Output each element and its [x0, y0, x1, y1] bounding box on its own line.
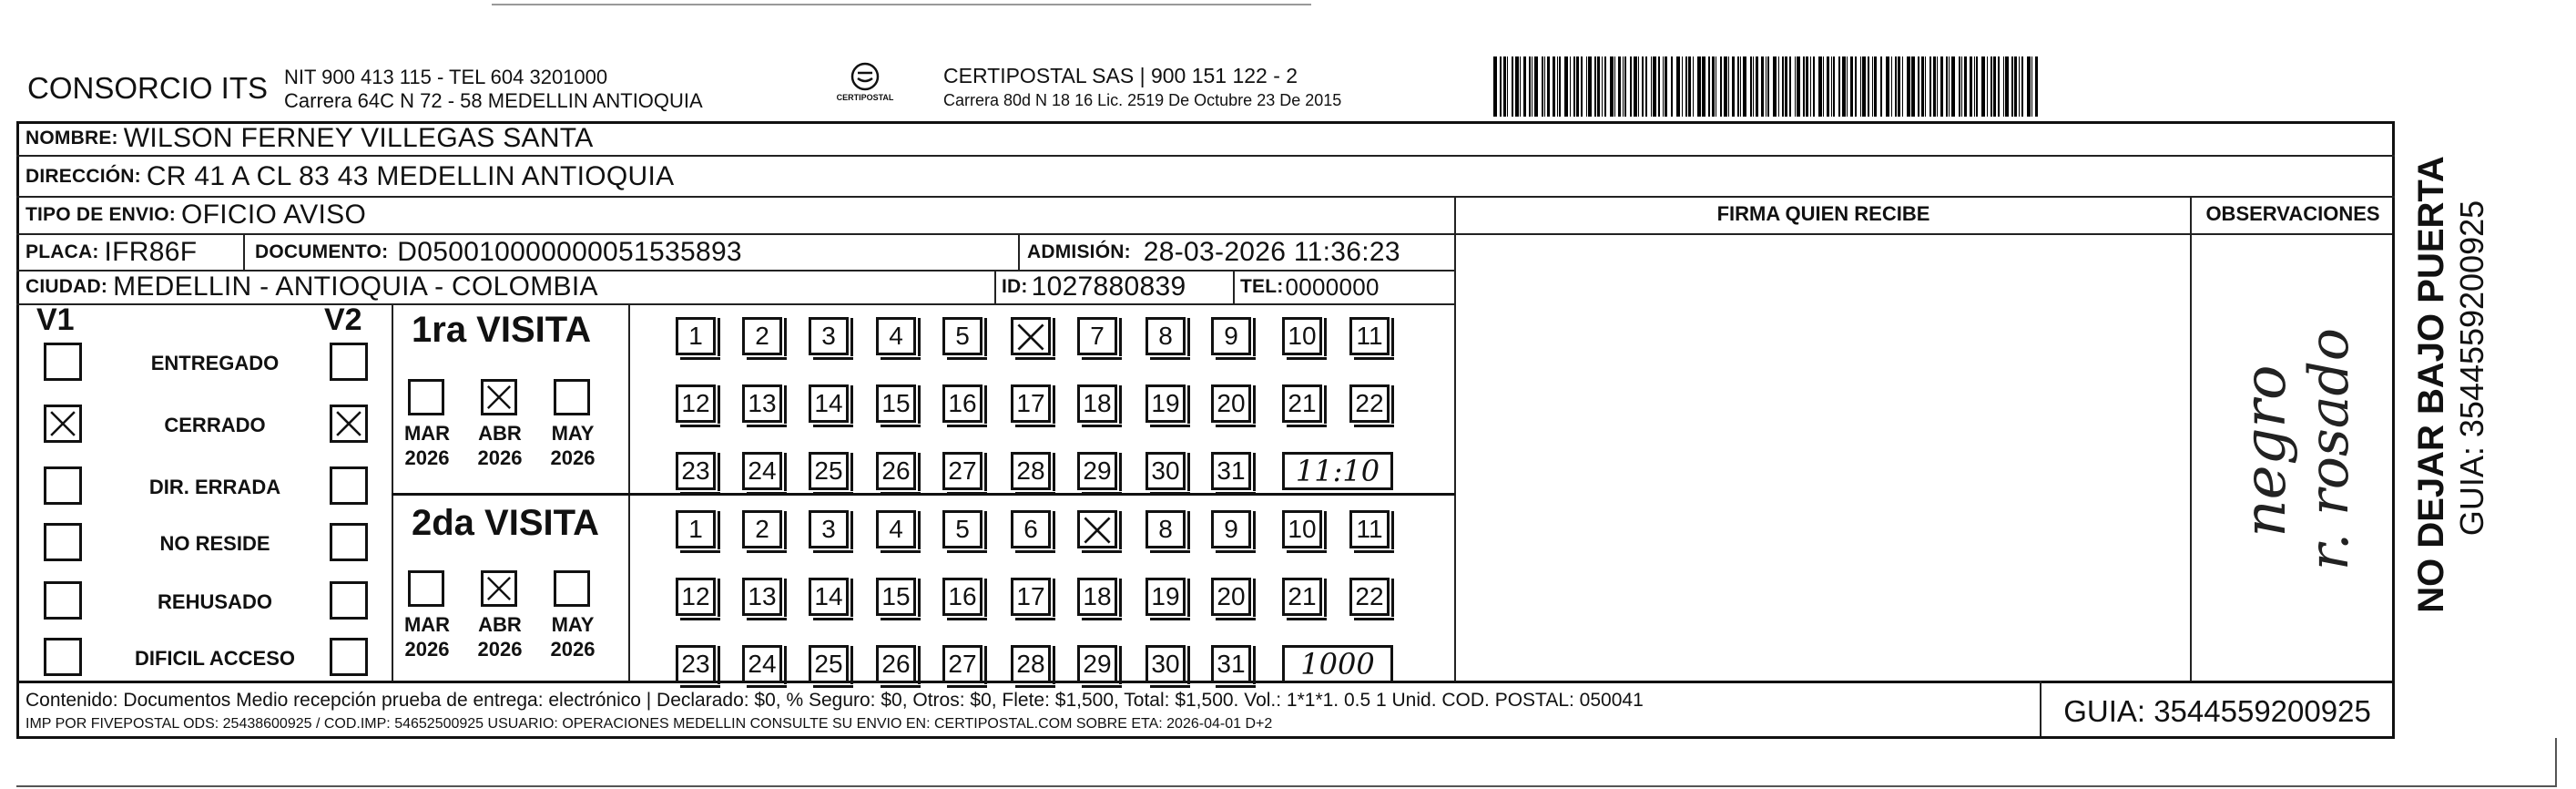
observaciones-handwriting — [2193, 235, 2391, 680]
day-box-19[interactable]: 19 — [1145, 578, 1186, 616]
day-box-10[interactable]: 10 — [1282, 510, 1322, 548]
barcode-bar — [1493, 56, 1497, 117]
tel-row — [1240, 271, 1380, 303]
handwritten-note-2: r. rosado — [2297, 327, 2361, 571]
barcode-bar — [1761, 56, 1764, 117]
day-box-17[interactable]: 17 — [1011, 384, 1051, 423]
barcode-bar — [1898, 56, 1900, 117]
visit1-title: 1ra VISITA — [412, 310, 592, 350]
day-box-31[interactable]: 31 — [1211, 452, 1251, 490]
barcode-bar — [1782, 56, 1784, 117]
nombre-row — [25, 122, 594, 155]
barcode-bar — [1630, 56, 1632, 117]
v1-checkbox-dir-errada[interactable] — [44, 466, 82, 505]
no-dejar-bajo-puerta: NO DEJAR BAJO PUERTA — [2411, 156, 2451, 613]
day-box-3[interactable]: 3 — [809, 510, 849, 548]
day-box-6[interactable] — [1011, 317, 1051, 355]
day-box-11[interactable]: 11 — [1349, 510, 1390, 548]
barcode-bar — [1581, 56, 1583, 117]
barcode-bar — [1803, 56, 1805, 117]
day-box-5[interactable]: 5 — [942, 317, 983, 355]
barcode-bar — [1872, 56, 1873, 117]
barcode-bar — [1998, 56, 2000, 117]
barcode-bar — [1886, 56, 1889, 117]
day-box-27[interactable]: 27 — [942, 452, 983, 490]
day-box-13[interactable]: 13 — [742, 578, 782, 616]
day-box-10[interactable]: 10 — [1282, 317, 1322, 355]
barcode-bar — [1651, 56, 1652, 117]
barcode-bar — [1778, 56, 1779, 117]
placa-value: IFR86F — [104, 237, 198, 267]
barcode-bar — [1767, 56, 1769, 117]
day-box-9[interactable]: 9 — [1211, 510, 1251, 548]
day-box-16[interactable]: 16 — [942, 384, 983, 423]
day-box-4[interactable]: 4 — [876, 317, 916, 355]
day-box-24[interactable]: 24 — [742, 645, 782, 683]
v1-checkbox-dificil-acceso[interactable] — [44, 638, 82, 676]
nombre-label: NOMBRE: — [25, 128, 118, 149]
barcode-bar — [1860, 56, 1861, 117]
barcode-bar — [1795, 56, 1796, 117]
barcode-bar — [1818, 56, 1822, 117]
barcode-bar — [1544, 56, 1545, 117]
day-box-16[interactable]: 16 — [942, 578, 983, 616]
barcode-bar — [1740, 56, 1741, 117]
reason-label: ENTREGADO — [150, 352, 280, 374]
barcode-bar — [1564, 56, 1568, 117]
barcode-bar — [1833, 56, 1835, 117]
barcode-bar — [2014, 56, 2017, 117]
day-box-25[interactable]: 25 — [809, 645, 849, 683]
id-label: ID: — [1002, 276, 1028, 297]
tel-label: TEL: — [1240, 276, 1284, 297]
barcode-bar — [1720, 56, 1722, 117]
month-year-label: 2026 — [404, 638, 450, 661]
v2-checkbox-cerrado[interactable] — [330, 405, 368, 443]
direccion-label: DIRECCIÓN: — [25, 166, 141, 187]
barcode-bar — [1515, 56, 1519, 117]
tipo-value: OFICIO AVISO — [181, 200, 367, 230]
admision-value: 28-03-2026 11:36:23 — [1143, 237, 1400, 267]
day-box-13[interactable]: 13 — [742, 384, 782, 423]
day-box-12[interactable]: 12 — [676, 578, 716, 616]
barcode-bar — [1766, 56, 1767, 117]
barcode-bar — [1925, 56, 1926, 117]
logo-text: CERTIPOSTAL — [836, 93, 894, 102]
v1-checkbox-cerrado[interactable] — [44, 405, 82, 443]
tipo-row — [25, 198, 366, 232]
barcode-bar — [1724, 56, 1727, 117]
side-vertical-text — [2395, 146, 2504, 665]
barcode-bar — [1981, 56, 1985, 117]
day-box-7[interactable] — [1077, 510, 1117, 548]
day-box-17[interactable]: 17 — [1011, 578, 1051, 616]
day-box-18[interactable]: 18 — [1077, 578, 1117, 616]
month-year-label: 2026 — [477, 446, 523, 469]
barcode-bar — [1547, 56, 1550, 117]
month-year-label: 2026 — [477, 638, 523, 661]
barcode-bar — [1753, 56, 1754, 117]
barcode-bar — [1614, 56, 1615, 117]
barcode-bar — [2019, 56, 2020, 117]
footer-contents: Contenido: Documentos Medio recepción prueba de entrega: electrónico | Declarado: $0, % Seguro: $0, Otros: $0, Flete: $1,500, Total: $1,500. Vol.: 1*1*1. 0.5 1 Unid. COD. POSTAL: 050041 — [25, 690, 1644, 711]
tel-value: 0000000 — [1285, 272, 1380, 301]
month-label: ABR — [478, 422, 522, 445]
day-box-9[interactable]: 9 — [1211, 317, 1251, 355]
barcode-bar — [1797, 56, 1800, 117]
month-year-label: 2026 — [550, 446, 596, 469]
barcode-bar — [1891, 56, 1892, 117]
barcode-bar — [1933, 56, 1937, 117]
barcode-bar — [1737, 56, 1739, 117]
barcode-bar — [1728, 56, 1729, 117]
barcode-bar — [1842, 56, 1846, 117]
barcode-bar — [1702, 56, 1705, 117]
v1-checkbox-rehusado[interactable] — [44, 581, 82, 620]
barcode-bar — [1708, 56, 1710, 117]
company-name: CONSORCIO ITS — [27, 71, 269, 105]
company-address: Carrera 64C N 72 - 58 MEDELLIN ANTIOQUIA — [284, 89, 703, 112]
month-label: MAY — [551, 613, 595, 636]
day-box-29[interactable]: 29 — [1077, 645, 1117, 683]
barcode-bar — [1542, 56, 1543, 117]
barcode-bar — [1880, 56, 1882, 117]
day-box-22[interactable]: 22 — [1349, 384, 1390, 423]
v1-checkbox-no-reside[interactable] — [44, 523, 82, 561]
barcode-bar — [1987, 56, 1988, 117]
v2-checkbox-no-reside[interactable] — [330, 523, 368, 561]
barcode-bar — [1911, 56, 1915, 117]
barcode-bar — [1918, 56, 1919, 117]
carrier-address: Carrera 80d N 18 16 Lic. 2519 De Octubre 23 De 2015 — [943, 91, 1342, 109]
barcode-bar — [1534, 56, 1538, 117]
day-box-2[interactable]: 2 — [742, 317, 782, 355]
reason-label: REHUSADO — [158, 590, 272, 613]
barcode-bar — [2005, 56, 2009, 117]
documento-value: D050010000000051535893 — [397, 237, 742, 267]
day-box-11[interactable]: 11 — [1349, 317, 1390, 355]
tipo-label: TIPO DE ENVIO: — [25, 204, 176, 225]
day-box-1[interactable]: 1 — [676, 510, 716, 548]
day-box-3[interactable]: 3 — [809, 317, 849, 355]
day-box-23[interactable]: 23 — [676, 645, 716, 683]
barcode-bar — [1974, 56, 1975, 117]
day-box-24[interactable]: 24 — [742, 452, 782, 490]
barcode-bar — [1594, 56, 1596, 117]
reason-label: DIR. ERRADA — [148, 476, 281, 498]
month-year-label: 2026 — [550, 638, 596, 661]
barcode-bar — [1813, 56, 1815, 117]
barcode-bar — [1523, 56, 1526, 117]
barcode-bar — [1634, 56, 1637, 117]
day-box-8[interactable]: 8 — [1145, 317, 1186, 355]
day-box-21[interactable]: 21 — [1282, 384, 1322, 423]
v2-checkbox-dir-errada[interactable] — [330, 466, 368, 505]
barcode-bar — [1855, 56, 1857, 117]
scan-edge-line — [492, 4, 1311, 5]
admision-row — [1027, 235, 1400, 270]
day-box-28[interactable]: 28 — [1011, 645, 1051, 683]
barcode-bar — [1929, 56, 1931, 117]
barcode-bar — [2021, 56, 2023, 117]
barcode-bar — [1559, 56, 1561, 117]
month-label: ABR — [478, 613, 522, 636]
barcode-bar — [1921, 56, 1924, 117]
barcode-bar — [1976, 56, 1978, 117]
barcode-bar — [1693, 56, 1694, 117]
barcode-bar — [1789, 56, 1791, 117]
barcode-bar — [2027, 56, 2031, 117]
barcode-bar — [1907, 56, 1910, 117]
barcode-bar — [1645, 56, 1647, 117]
month-label: MAR — [403, 422, 451, 445]
barcode-bar — [2035, 56, 2038, 117]
barcode-bar — [1810, 56, 1811, 117]
day-box-4[interactable]: 4 — [876, 510, 916, 548]
barcode-bar — [1951, 56, 1955, 117]
barcode-bar — [1586, 56, 1587, 117]
barcode-bar — [1588, 56, 1592, 117]
barcode-bar — [1557, 56, 1558, 117]
barcode-bar — [1573, 56, 1575, 117]
month-label: MAY — [551, 422, 595, 445]
day-box-23[interactable]: 23 — [676, 452, 716, 490]
barcode-bar — [1602, 56, 1603, 117]
barcode-bar — [1553, 56, 1555, 117]
footer-print-info: IMP POR FIVEPOSTAL ODS: 25438600925 / COD.IMP: 54652500925 USUARIO: OPERACIONES MEDELLIN CONSULTE SU ENVIO EN: CERTIPOSTAL.COM SOBRE ETA: 2026-04-01 D+2 — [25, 716, 1273, 732]
barcode-bar — [1663, 56, 1664, 117]
day-box-8[interactable]: 8 — [1145, 510, 1186, 548]
v2-label: V2 — [324, 302, 362, 337]
barcode-bar — [1831, 56, 1832, 117]
barcode-bar — [1959, 56, 1960, 117]
v2-checkbox-dificil-acceso[interactable] — [330, 638, 368, 676]
barcode-bar — [2031, 56, 2032, 117]
month-box-abr[interactable] — [481, 379, 517, 415]
barcode-bar — [1642, 56, 1644, 117]
barcode-bar — [1868, 56, 1869, 117]
admision-label: ADMISIÓN: — [1027, 241, 1131, 262]
barcode-bar — [1806, 56, 1808, 117]
reason-label: NO RESIDE — [159, 532, 270, 555]
barcode-bar — [1964, 56, 1967, 117]
documento-row — [255, 235, 742, 270]
barcode-bar — [1512, 56, 1513, 117]
month-box-mar[interactable] — [408, 379, 444, 415]
day-box-14[interactable]: 14 — [809, 578, 849, 616]
barcode-bar — [1970, 56, 1972, 117]
ciudad-value: MEDELLIN - ANTIOQUIA - COLOMBIA — [113, 272, 598, 302]
barcode-bar — [1712, 56, 1715, 117]
day-box-26[interactable]: 26 — [876, 452, 916, 490]
barcode-bar — [1949, 56, 1950, 117]
barcode-bar — [1507, 56, 1508, 117]
v1-checkbox-entregado[interactable] — [44, 343, 82, 381]
barcode-bar — [1658, 56, 1660, 117]
barcode-bar — [2003, 56, 2004, 117]
company-nit: NIT 900 413 115 - TEL 604 3201000 — [284, 66, 608, 88]
observaciones-header: OBSERVACIONES — [2205, 202, 2380, 225]
ciudad-label: CIUDAD: — [25, 276, 108, 297]
handwritten-note-1: negro — [2232, 364, 2299, 538]
barcode-bar — [1623, 56, 1624, 117]
day-box-28[interactable]: 28 — [1011, 452, 1051, 490]
month-label: MAR — [403, 613, 451, 636]
barcode-bar — [1823, 56, 1824, 117]
day-box-6[interactable]: 6 — [1011, 510, 1051, 548]
day-box-20[interactable]: 20 — [1211, 384, 1251, 423]
day-box-15[interactable]: 15 — [876, 578, 916, 616]
barcode-bar — [1874, 56, 1877, 117]
v2-checkbox-rehusado[interactable] — [330, 581, 368, 620]
barcode — [1493, 56, 2040, 117]
barcode-bar — [1665, 56, 1667, 117]
id-value: 1027880839 — [1031, 272, 1186, 302]
barcode-bar — [1756, 56, 1758, 117]
carrier-name: CERTIPOSTAL SAS | 900 151 122 - 2 — [943, 64, 1298, 87]
barcode-bar — [1604, 56, 1606, 117]
day-box-1[interactable]: 1 — [676, 317, 716, 355]
barcode-bar — [1503, 56, 1506, 117]
barcode-bar — [1827, 56, 1829, 117]
footer-guia: GUIA: 3544559200925 — [2063, 694, 2371, 728]
day-box-29[interactable]: 29 — [1077, 452, 1117, 490]
day-box-20[interactable]: 20 — [1211, 578, 1251, 616]
visit2-title: 2da VISITA — [412, 503, 599, 543]
documento-label: DOCUMENTO: — [255, 241, 389, 262]
certipostal-logo — [838, 60, 892, 108]
barcode-bar — [1570, 56, 1571, 117]
month-box-may[interactable] — [554, 379, 590, 415]
barcode-bar — [1743, 56, 1746, 117]
barcode-bar — [1597, 56, 1600, 117]
day-box-12[interactable]: 12 — [676, 384, 716, 423]
day-box-25[interactable]: 25 — [809, 452, 849, 490]
month-year-label: 2026 — [404, 446, 450, 469]
day-box-22[interactable]: 22 — [1349, 578, 1390, 616]
reason-label: DIFICIL ACCESO — [134, 647, 295, 670]
barcode-bar — [1961, 56, 1962, 117]
barcode-bar — [1682, 56, 1683, 117]
nombre-value: WILSON FERNEY VILLEGAS SANTA — [123, 123, 594, 153]
day-box-30[interactable]: 30 — [1145, 645, 1186, 683]
day-box-7[interactable]: 7 — [1077, 317, 1117, 355]
day-box-19[interactable]: 19 — [1145, 384, 1186, 423]
v1-label: V1 — [36, 302, 75, 337]
month-box-mar[interactable] — [408, 570, 444, 607]
barcode-bar — [1991, 56, 1992, 117]
placa-row — [25, 235, 197, 270]
barcode-bar — [1937, 56, 1938, 117]
direccion-row — [25, 159, 674, 195]
barcode-bar — [1618, 56, 1621, 117]
v2-checkbox-entregado[interactable] — [330, 343, 368, 381]
barcode-bar — [1676, 56, 1680, 117]
barcode-bar — [1529, 56, 1531, 117]
visit-time-box[interactable]: 11:10 — [1282, 452, 1393, 490]
barcode-bar — [1576, 56, 1579, 117]
day-box-21[interactable]: 21 — [1282, 578, 1322, 616]
firma-header: FIRMA QUIEN RECIBE — [1716, 202, 1930, 225]
barcode-bar — [1946, 56, 1948, 117]
day-box-26[interactable]: 26 — [876, 645, 916, 683]
barcode-bar — [1624, 56, 1626, 117]
barcode-bar — [1895, 56, 1897, 117]
barcode-bar — [1850, 56, 1853, 117]
barcode-bar — [1732, 56, 1735, 117]
side-guia: GUIA: 3544559200925 — [2453, 200, 2490, 537]
barcode-bar — [1773, 56, 1777, 117]
direccion-value: CR 41 A CL 83 43 MEDELLIN ANTIOQUIA — [146, 161, 675, 191]
barcode-bar — [1610, 56, 1614, 117]
month-box-may[interactable] — [554, 570, 590, 607]
placa-label: PLACA: — [25, 241, 99, 262]
barcode-bar — [1671, 56, 1673, 117]
day-box-15[interactable]: 15 — [876, 384, 916, 423]
ciudad-row — [25, 271, 598, 303]
day-box-18[interactable]: 18 — [1077, 384, 1117, 423]
barcode-bar — [1653, 56, 1656, 117]
barcode-bar — [1520, 56, 1521, 117]
day-box-31[interactable]: 31 — [1211, 645, 1251, 683]
barcode-bar — [1688, 56, 1691, 117]
month-box-abr[interactable] — [481, 570, 517, 607]
barcode-bar — [1940, 56, 1943, 117]
barcode-bar — [1750, 56, 1752, 117]
day-box-27[interactable]: 27 — [942, 645, 983, 683]
reason-label: CERRADO — [164, 414, 266, 436]
barcode-bar — [1902, 56, 1903, 117]
barcode-bar — [2011, 56, 2013, 117]
barcode-bar — [1785, 56, 1787, 117]
barcode-bar — [1638, 56, 1639, 117]
barcode-bar — [1697, 56, 1701, 117]
barcode-bar — [1838, 56, 1840, 117]
barcode-bar — [1862, 56, 1866, 117]
barcode-bar — [1685, 56, 1687, 117]
day-box-5[interactable]: 5 — [942, 510, 983, 548]
day-box-2[interactable]: 2 — [742, 510, 782, 548]
day-box-30[interactable]: 30 — [1145, 452, 1186, 490]
barcode-bar — [1847, 56, 1848, 117]
id-row — [1002, 271, 1186, 303]
visit-time-box[interactable]: 1000 — [1282, 645, 1393, 683]
barcode-bar — [1500, 56, 1502, 117]
day-box-14[interactable]: 14 — [809, 384, 849, 423]
barcode-bar — [1993, 56, 1996, 117]
